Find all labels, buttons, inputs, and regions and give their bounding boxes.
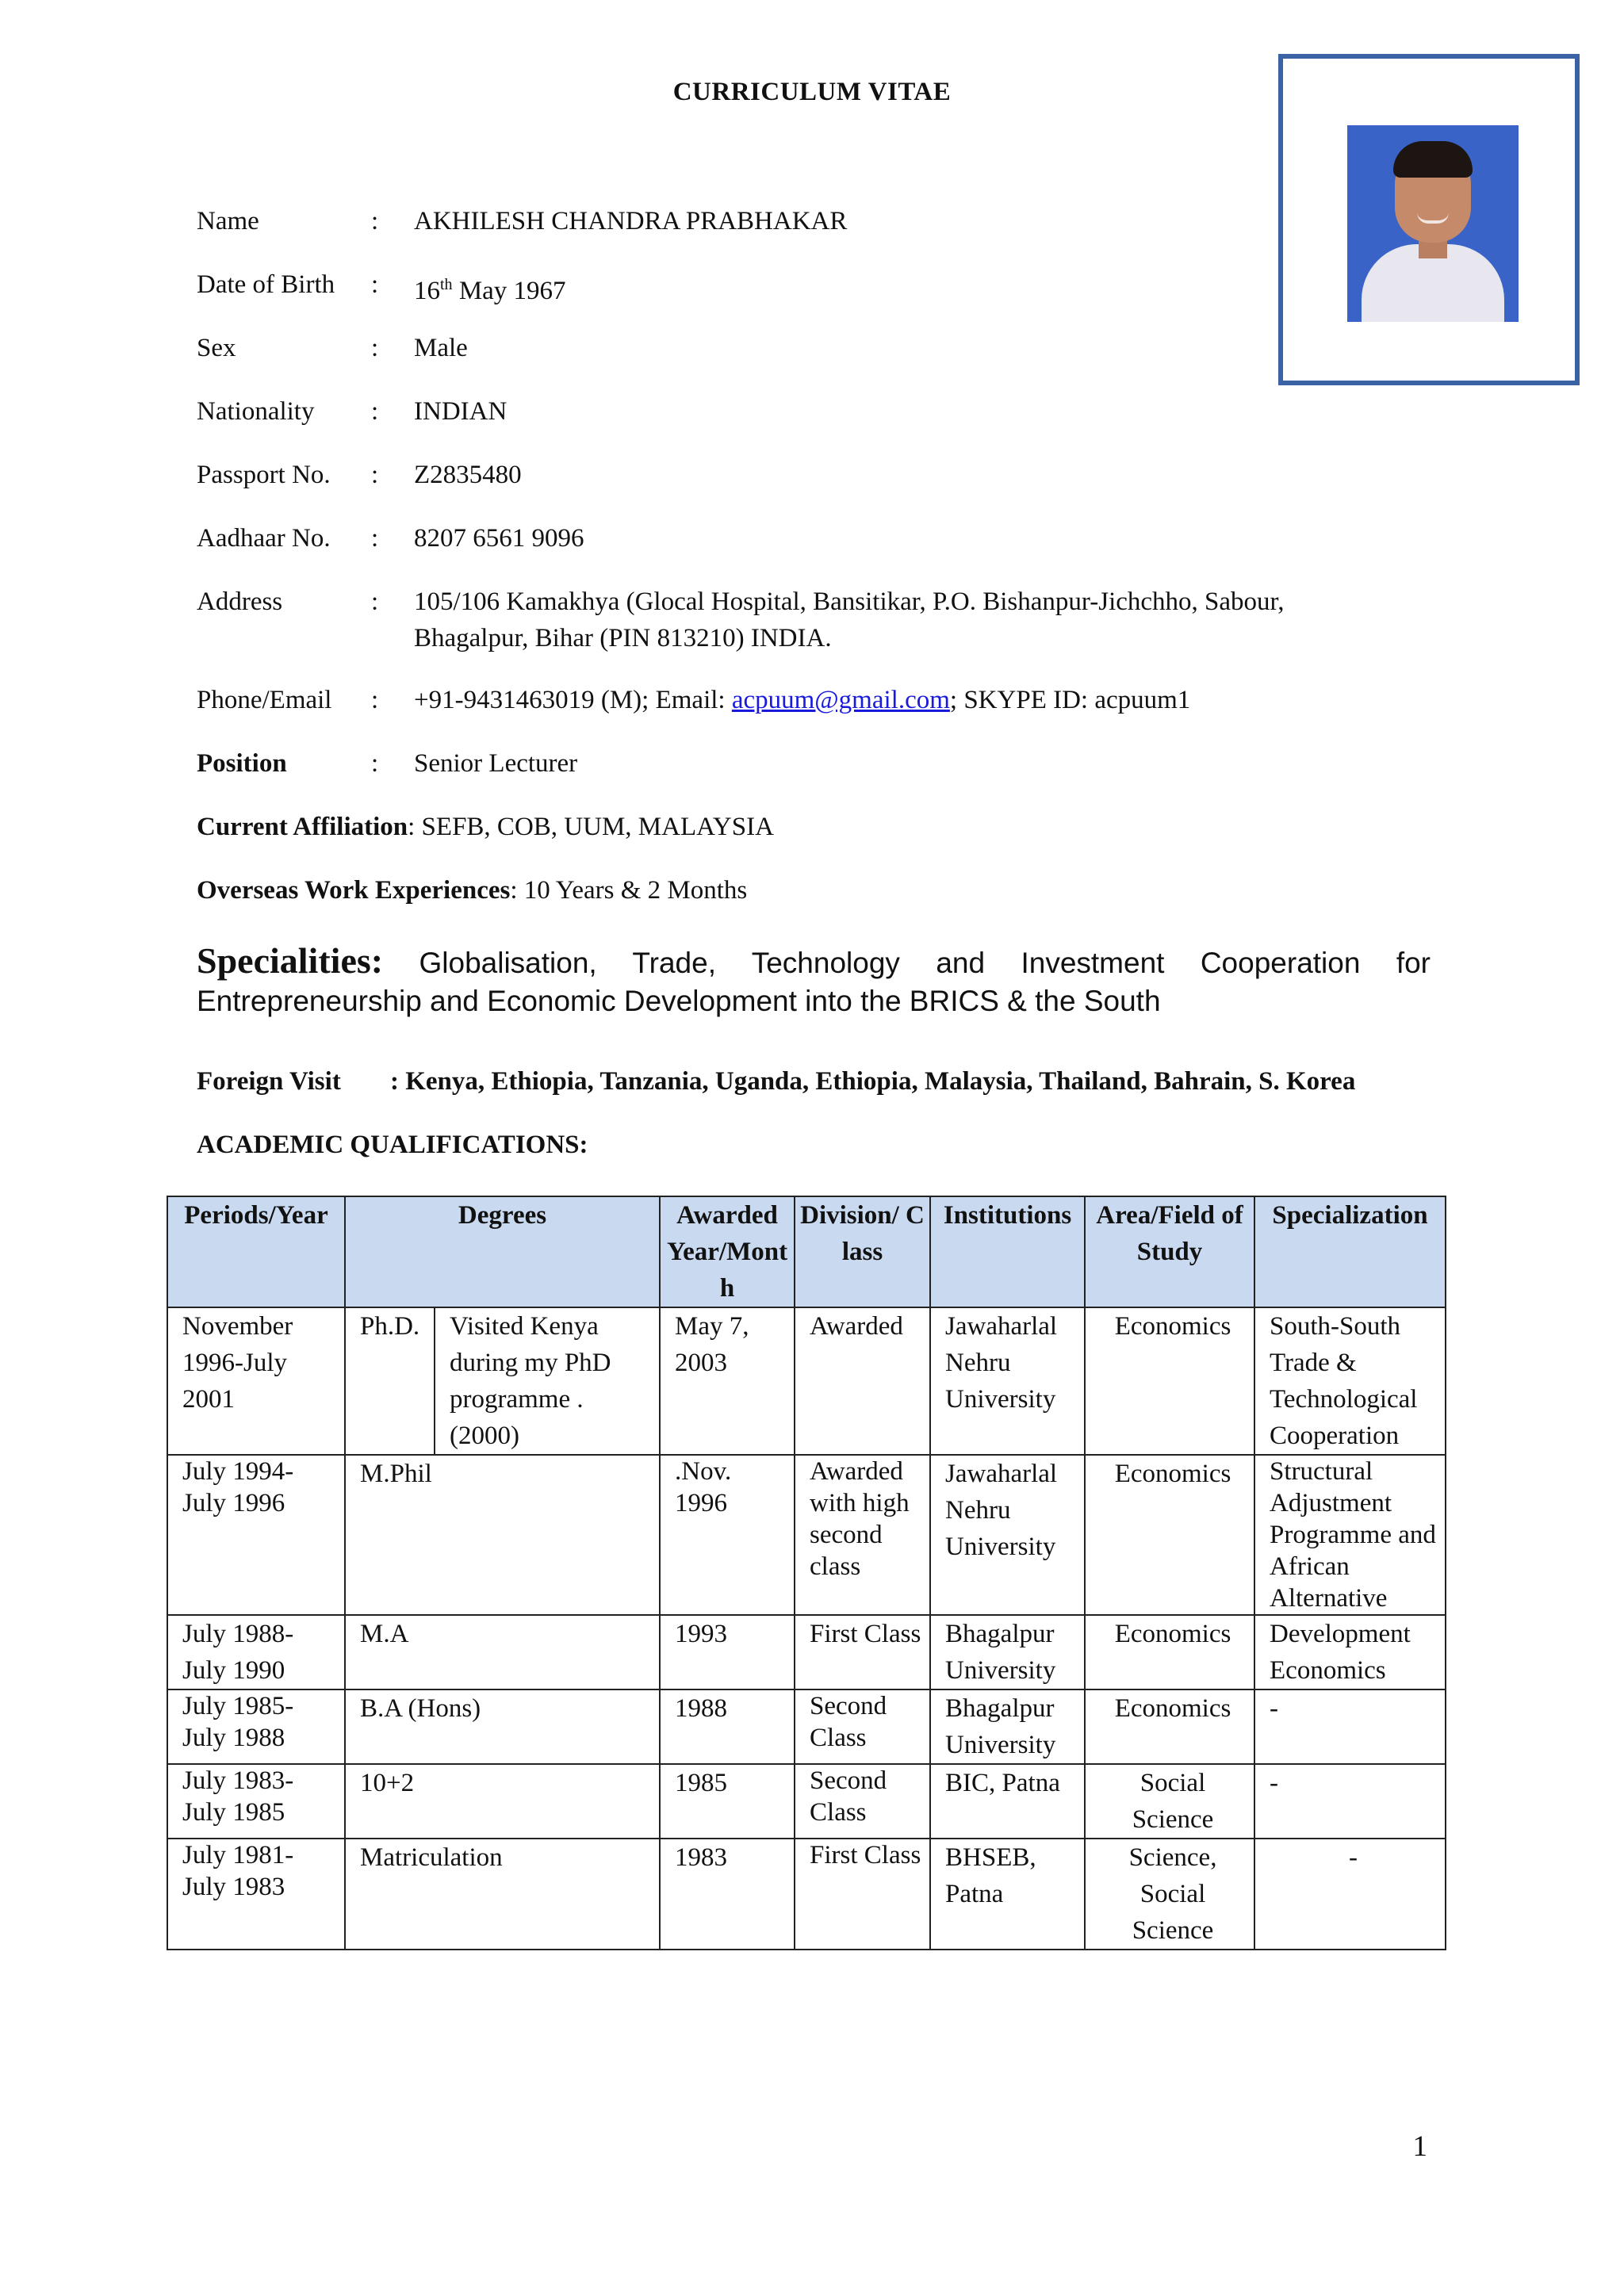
specialities-heading: Specialities: (197, 940, 384, 981)
foreign-visit-label: Foreign Visit (197, 1067, 341, 1096)
dob-day: 16 (414, 277, 440, 305)
cell-degree: 10+2 (345, 1764, 660, 1839)
cell-area: Economics (1085, 1455, 1254, 1615)
cell-specialization: - (1254, 1839, 1446, 1950)
table-row (167, 1839, 1446, 1950)
cell-period: July 1983-July 1985 (167, 1764, 345, 1839)
cell-period: November 1996-July 2001 (167, 1307, 345, 1455)
aadhaar-label: Aadhaar No. (197, 524, 331, 553)
phone-label: Phone/Email (197, 686, 332, 714)
name-label: Name (197, 207, 259, 235)
cell-area: Economics (1085, 1307, 1254, 1455)
header-period: Periods/Year (167, 1196, 345, 1307)
cell-division: First Class (795, 1839, 930, 1950)
cell-year: 1985 (660, 1764, 795, 1839)
cell-degree: Matriculation (345, 1839, 660, 1950)
cell-specialization: South-South Trade & Technological Cooperation (1254, 1307, 1446, 1455)
header-specialization: Specialization (1254, 1196, 1446, 1307)
affiliation-value: : SEFB, COB, UUM, MALAYSIA (408, 813, 774, 841)
cell-specialization: Development Economics (1254, 1615, 1446, 1689)
cell-degree-note: Visited Kenya during my PhD programme .(2000) (435, 1307, 660, 1455)
cell-division: Second Class (795, 1689, 930, 1764)
header-awarded: Awarded Year/Month (660, 1196, 795, 1307)
aadhaar-value: 8207 6561 9096 (414, 524, 584, 553)
cell-division: Awarded with high second class (795, 1455, 930, 1615)
colon: : (371, 397, 379, 426)
phone-text: +91-9431463019 (M); Email: (414, 686, 732, 714)
table-row (167, 1615, 1446, 1689)
nationality-value: INDIAN (414, 397, 508, 426)
foreign-visit-value: : Kenya, Ethiopia, Tanzania, Uganda, Ethiopia, Malaysia, Thailand, Bahrain, S. Korea (390, 1067, 1356, 1096)
cell-period: July 1988-July 1990 (167, 1615, 345, 1689)
dob-suffix: th (440, 276, 453, 293)
cell-area: Science, Social Science (1085, 1839, 1254, 1950)
cell-specialization: - (1254, 1764, 1446, 1839)
cell-institution: Bhagalpur University (930, 1615, 1085, 1689)
profile-photo (1347, 125, 1519, 322)
colon: : (371, 461, 379, 489)
table-row (167, 1455, 1446, 1615)
cell-period: July 1994-July 1996 (167, 1455, 345, 1615)
colon: : (371, 334, 379, 362)
cell-period: July 1981-July 1983 (167, 1839, 345, 1950)
sex-label: Sex (197, 334, 236, 362)
header-degrees: Degrees (345, 1196, 660, 1307)
address-label: Address (197, 587, 283, 616)
cell-institution: Jawaharlal Nehru University (930, 1307, 1085, 1455)
table-row (167, 1689, 1446, 1764)
cell-institution: Jawaharlal Nehru University (930, 1455, 1085, 1615)
affiliation-label: Current Affiliation (197, 813, 408, 841)
cell-division: Second Class (795, 1764, 930, 1839)
header-area: Area/Field of Study (1085, 1196, 1254, 1307)
nationality-label: Nationality (197, 397, 315, 426)
sex-value: Male (414, 334, 468, 362)
colon: : (371, 207, 379, 235)
specialities-section (197, 942, 1431, 1020)
contact-value (414, 682, 1190, 718)
cell-year: 1983 (660, 1839, 795, 1950)
colon: : (371, 686, 379, 714)
qualifications-table (167, 1196, 1446, 1950)
cell-area: Economics (1085, 1615, 1254, 1689)
profile-photo-frame (1278, 54, 1580, 385)
page-number: 1 (1412, 2130, 1427, 2163)
colon: : (371, 749, 379, 778)
table-row (167, 1764, 1446, 1839)
cell-period: July 1985-July 1988 (167, 1689, 345, 1764)
skype-text: ; SKYPE ID: acpuum1 (949, 686, 1191, 714)
address-value (414, 584, 1284, 656)
overseas-value: : 10 Years & 2 Months (510, 876, 748, 905)
cell-year: 1988 (660, 1689, 795, 1764)
passport-label: Passport No. (197, 461, 331, 489)
cell-division: First Class (795, 1615, 930, 1689)
dob-value (414, 266, 566, 309)
cell-degree: M.A (345, 1615, 660, 1689)
colon: : (371, 587, 379, 616)
address-line-1: 105/106 Kamakhya (Glocal Hospital, Bansitikar, P.O. Bishanpur-Jichchho, Sabour, (414, 587, 1285, 616)
address-line-2: Bhagalpur, Bihar (PIN 813210) INDIA. (414, 624, 832, 652)
cell-year: .Nov. 1996 (660, 1455, 795, 1615)
cell-degree: M.Phil (345, 1455, 660, 1615)
table-header-row (167, 1196, 1446, 1307)
dob-label: Date of Birth (197, 270, 335, 299)
cell-area: Social Science (1085, 1764, 1254, 1839)
cell-year: 1993 (660, 1615, 795, 1689)
cell-specialization: - (1254, 1689, 1446, 1764)
passport-value: Z2835480 (414, 461, 522, 489)
cell-institution: BHSEB, Patna (930, 1839, 1085, 1950)
cell-division: Awarded (795, 1307, 930, 1455)
cell-degree: B.A (Hons) (345, 1689, 660, 1764)
table-row (167, 1307, 1446, 1455)
cell-degree: Ph.D. (345, 1307, 435, 1455)
specialities-text: Globalisation, Trade, Technology and Investment Cooperation for Entrepreneurship and Economic Development into the BRICS & the South (197, 947, 1431, 1017)
cell-institution: Bhagalpur University (930, 1689, 1085, 1764)
cell-institution: BIC, Patna (930, 1764, 1085, 1839)
header-institutions: Institutions (930, 1196, 1085, 1307)
colon: : (371, 524, 379, 553)
page-title: CURRICULUM VITAE (672, 78, 952, 106)
cell-area: Economics (1085, 1689, 1254, 1764)
email-link[interactable]: acpuum@gmail.com (731, 686, 950, 714)
position-value: Senior Lecturer (414, 749, 578, 778)
cell-year: May 7, 2003 (660, 1307, 795, 1455)
header-division: Division/ Class (795, 1196, 930, 1307)
dob-rest: May 1967 (452, 277, 566, 305)
colon: : (371, 270, 379, 299)
cell-specialization: Structural Adjustment Programme and African Alternative (1254, 1455, 1446, 1615)
name-value: AKHILESH CHANDRA PRABHAKAR (414, 207, 848, 235)
overseas-label: Overseas Work Experiences (197, 876, 511, 905)
academic-heading: ACADEMIC QUALIFICATIONS: (197, 1131, 588, 1159)
position-label: Position (197, 749, 287, 778)
